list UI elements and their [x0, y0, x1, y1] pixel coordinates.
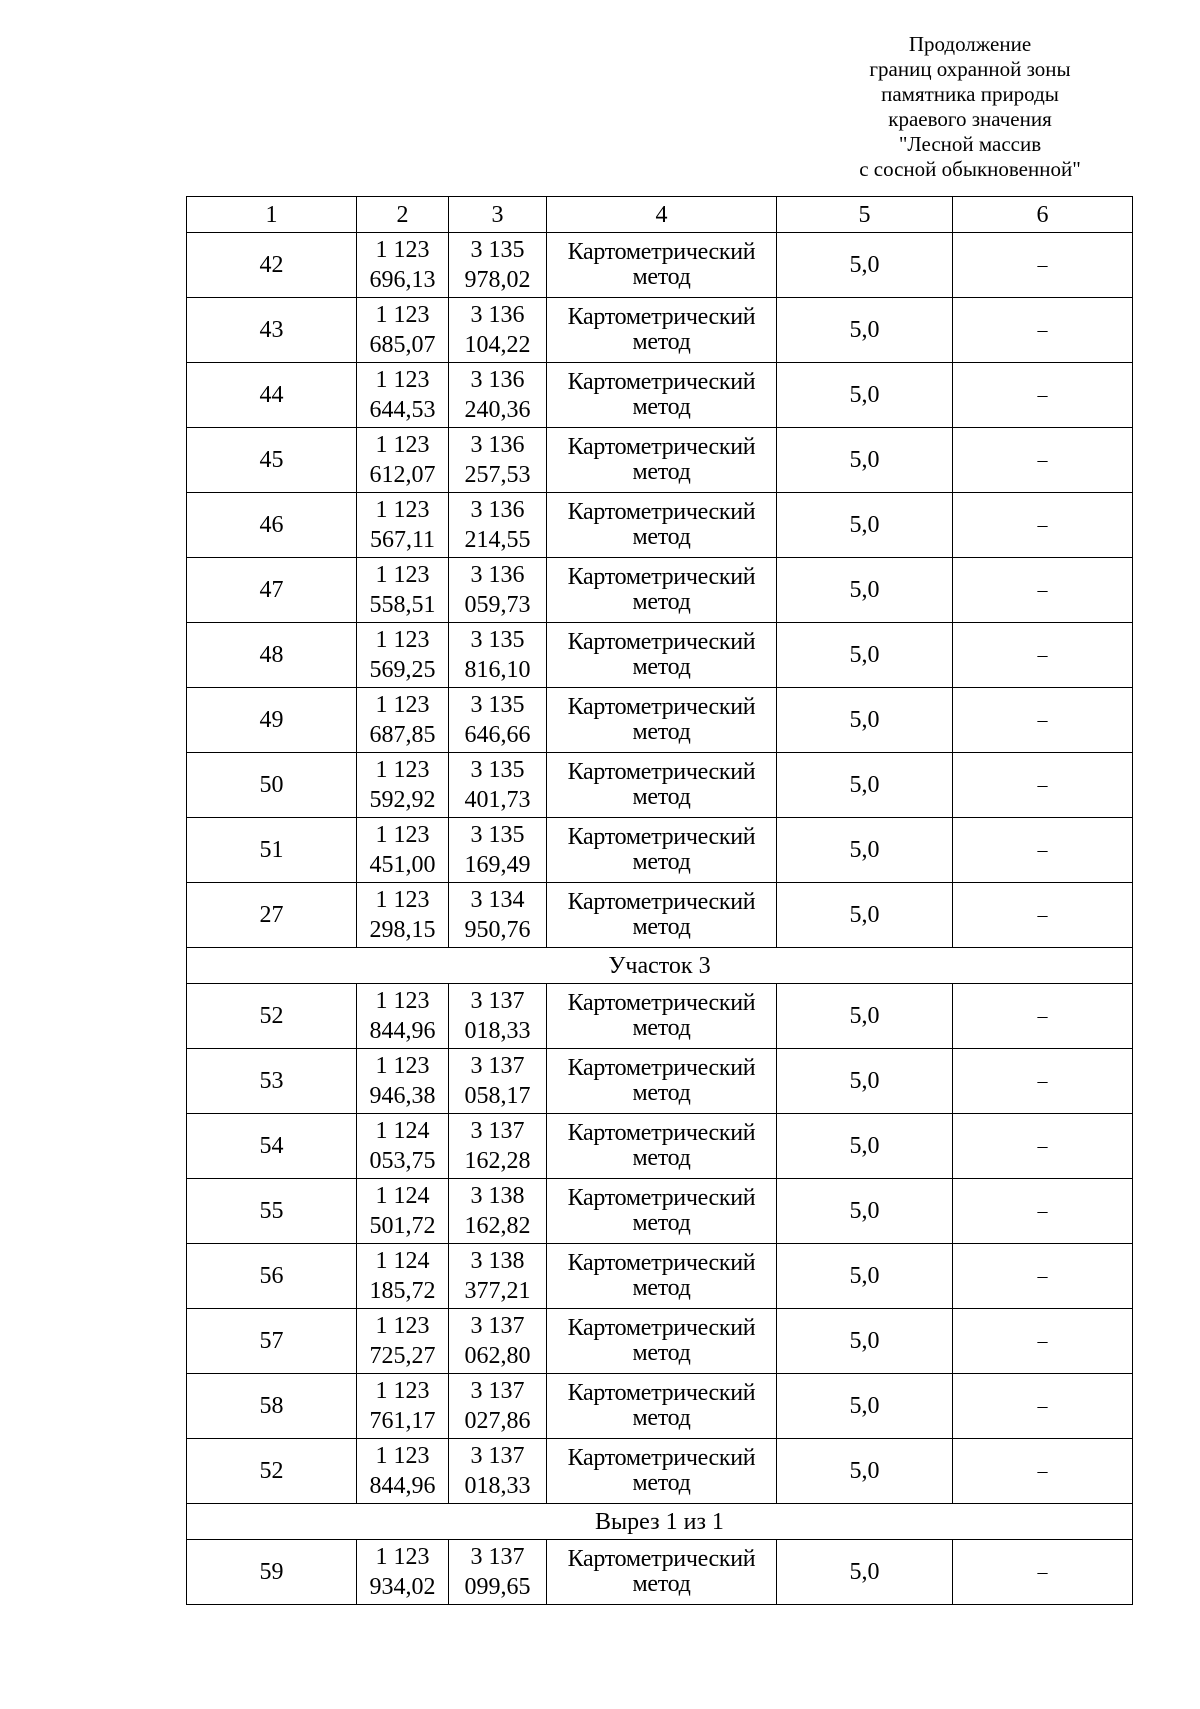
table-row: [187, 1309, 1133, 1374]
method-text: метод: [632, 1340, 691, 1366]
method-cell: [547, 558, 777, 623]
table-row: [187, 493, 1133, 558]
method-cell: [547, 818, 777, 883]
description-cell: –: [953, 1439, 1133, 1504]
method-text: Картометрический: [567, 629, 756, 655]
point-number-cell: 45: [187, 428, 357, 493]
x-coordinate-part: 1 123: [375, 432, 430, 458]
x-coordinate-part: 1 123: [375, 302, 430, 328]
point-number-cell: 55: [187, 1179, 357, 1244]
table-row: [187, 818, 1133, 883]
y-coordinate-part: 3 138: [470, 1183, 525, 1209]
x-coordinate-cell: [357, 883, 449, 948]
table-row: [187, 233, 1133, 298]
heading-line: краевого значения: [888, 107, 1052, 131]
method-text: Картометрический: [567, 694, 756, 720]
heading-line: с сосной обыкновенной": [859, 157, 1081, 181]
method-text: Картометрический: [567, 1185, 756, 1211]
accuracy-cell: 5,0: [777, 1374, 953, 1439]
y-coordinate-part: 169,49: [464, 852, 531, 878]
y-coordinate-cell: [449, 1179, 547, 1244]
x-coordinate-part: 844,96: [369, 1473, 436, 1499]
x-coordinate-part: 1 123: [375, 757, 430, 783]
x-coordinate-part: 451,00: [369, 852, 436, 878]
method-text: Картометрический: [567, 1120, 756, 1146]
table-row: [187, 1049, 1133, 1114]
description-cell: –: [953, 1374, 1133, 1439]
y-coordinate-cell: [449, 1540, 547, 1605]
table-row: [187, 1114, 1133, 1179]
heading-line: "Лесной массив: [898, 132, 1042, 156]
accuracy-cell: 5,0: [777, 883, 953, 948]
x-coordinate-part: 1 123: [375, 692, 430, 718]
header-cell: 5: [777, 197, 953, 233]
section-title: Участок 3: [187, 948, 1133, 984]
y-coordinate-part: 104,22: [464, 332, 531, 358]
y-coordinate-part: 062,80: [464, 1343, 531, 1369]
accuracy-cell: 5,0: [777, 1439, 953, 1504]
method-text: метод: [632, 784, 691, 810]
method-text: Картометрический: [567, 1546, 756, 1572]
point-number-cell: 48: [187, 623, 357, 688]
description-cell: –: [953, 1179, 1133, 1244]
method-text: Картометрический: [567, 1445, 756, 1471]
document-heading: [820, 32, 1120, 182]
y-coordinate-part: 3 136: [470, 367, 525, 393]
accuracy-cell: 5,0: [777, 493, 953, 558]
y-coordinate-part: 059,73: [464, 592, 531, 618]
method-cell: [547, 363, 777, 428]
y-coordinate-part: 3 136: [470, 302, 525, 328]
y-coordinate-part: 162,82: [464, 1213, 531, 1239]
heading-line: памятника природы: [881, 82, 1059, 106]
point-number-cell: 27: [187, 883, 357, 948]
method-cell: [547, 883, 777, 948]
y-coordinate-part: 3 137: [470, 1443, 525, 1469]
method-text: метод: [632, 524, 691, 550]
method-text: Картометрический: [567, 1055, 756, 1081]
x-coordinate-cell: [357, 233, 449, 298]
method-text: метод: [632, 1015, 691, 1041]
x-coordinate-part: 1 123: [375, 1313, 430, 1339]
method-text: Картометрический: [567, 564, 756, 590]
y-coordinate-cell: [449, 984, 547, 1049]
y-coordinate-part: 3 137: [470, 988, 525, 1014]
x-coordinate-part: 185,72: [369, 1278, 436, 1304]
x-coordinate-part: 1 123: [375, 822, 430, 848]
description-cell: –: [953, 623, 1133, 688]
x-coordinate-part: 1 123: [375, 1378, 430, 1404]
description-cell: –: [953, 558, 1133, 623]
accuracy-cell: 5,0: [777, 363, 953, 428]
x-coordinate-part: 567,11: [369, 527, 436, 553]
y-coordinate-part: 3 137: [470, 1118, 525, 1144]
y-coordinate-cell: [449, 1439, 547, 1504]
method-text: Картометрический: [567, 304, 756, 330]
y-coordinate-part: 027,86: [464, 1408, 531, 1434]
y-coordinate-part: 3 135: [470, 692, 525, 718]
y-coordinate-part: 162,28: [464, 1148, 531, 1174]
method-cell: [547, 1179, 777, 1244]
y-coordinate-part: 3 138: [470, 1248, 525, 1274]
y-coordinate-part: 099,65: [464, 1574, 531, 1600]
y-coordinate-part: 646,66: [464, 722, 531, 748]
description-cell: –: [953, 1309, 1133, 1374]
x-coordinate-cell: [357, 558, 449, 623]
x-coordinate-part: 644,53: [369, 397, 436, 423]
method-text: Картометрический: [567, 1380, 756, 1406]
x-coordinate-cell: [357, 1244, 449, 1309]
point-number-cell: 57: [187, 1309, 357, 1374]
method-cell: [547, 1309, 777, 1374]
accuracy-cell: 5,0: [777, 984, 953, 1049]
description-cell: –: [953, 1540, 1133, 1605]
description-cell: –: [953, 753, 1133, 818]
accuracy-cell: 5,0: [777, 1179, 953, 1244]
method-text: метод: [632, 589, 691, 615]
table-row: [187, 363, 1133, 428]
method-text: Картометрический: [567, 434, 756, 460]
section-row: [187, 948, 1133, 984]
method-text: метод: [632, 849, 691, 875]
x-coordinate-part: 844,96: [369, 1018, 436, 1044]
table-row: [187, 1540, 1133, 1605]
y-coordinate-cell: [449, 298, 547, 363]
point-number-cell: 47: [187, 558, 357, 623]
heading-line: границ охранной зоны: [869, 57, 1071, 81]
table-row: [187, 688, 1133, 753]
x-coordinate-part: 558,51: [369, 592, 436, 618]
x-coordinate-cell: [357, 428, 449, 493]
x-coordinate-part: 1 124: [375, 1248, 430, 1274]
description-cell: –: [953, 1049, 1133, 1114]
x-coordinate-part: 592,92: [369, 787, 436, 813]
y-coordinate-part: 3 135: [470, 757, 525, 783]
x-coordinate-cell: [357, 688, 449, 753]
x-coordinate-cell: [357, 298, 449, 363]
y-coordinate-cell: [449, 558, 547, 623]
x-coordinate-part: 1 123: [375, 1544, 430, 1570]
method-cell: [547, 493, 777, 558]
method-cell: [547, 1244, 777, 1309]
method-text: метод: [632, 1470, 691, 1496]
description-cell: –: [953, 984, 1133, 1049]
x-coordinate-cell: [357, 1114, 449, 1179]
y-coordinate-part: 3 137: [470, 1378, 525, 1404]
y-coordinate-part: 3 137: [470, 1313, 525, 1339]
y-coordinate-cell: [449, 753, 547, 818]
method-cell: [547, 1439, 777, 1504]
x-coordinate-part: 1 123: [375, 367, 430, 393]
x-coordinate-cell: [357, 984, 449, 1049]
point-number-cell: 52: [187, 984, 357, 1049]
y-coordinate-part: 3 135: [470, 822, 525, 848]
accuracy-cell: 5,0: [777, 1540, 953, 1605]
x-coordinate-part: 298,15: [369, 917, 436, 943]
header-cell: 4: [547, 197, 777, 233]
method-cell: [547, 1114, 777, 1179]
method-text: Картометрический: [567, 1315, 756, 1341]
x-coordinate-part: 696,13: [369, 267, 436, 293]
table-row: [187, 428, 1133, 493]
method-text: Картометрический: [567, 369, 756, 395]
x-coordinate-part: 1 123: [375, 497, 430, 523]
y-coordinate-part: 3 135: [470, 627, 525, 653]
table-row: [187, 1244, 1133, 1309]
y-coordinate-part: 3 135: [470, 237, 525, 263]
accuracy-cell: 5,0: [777, 298, 953, 363]
accuracy-cell: 5,0: [777, 428, 953, 493]
y-coordinate-cell: [449, 883, 547, 948]
method-text: Картометрический: [567, 759, 756, 785]
y-coordinate-part: 978,02: [464, 267, 531, 293]
x-coordinate-part: 1 123: [375, 1443, 430, 1469]
y-coordinate-cell: [449, 363, 547, 428]
method-cell: [547, 428, 777, 493]
y-coordinate-part: 257,53: [464, 462, 531, 488]
x-coordinate-cell: [357, 1309, 449, 1374]
x-coordinate-part: 1 123: [375, 988, 430, 1014]
table-row: [187, 623, 1133, 688]
point-number-cell: 53: [187, 1049, 357, 1114]
x-coordinate-part: 1 123: [375, 562, 430, 588]
x-coordinate-part: 1 123: [375, 1053, 430, 1079]
method-cell: [547, 233, 777, 298]
x-coordinate-cell: [357, 818, 449, 883]
table-row: [187, 1439, 1133, 1504]
point-number-cell: 58: [187, 1374, 357, 1439]
method-text: метод: [632, 1145, 691, 1171]
method-cell: [547, 688, 777, 753]
y-coordinate-part: 240,36: [464, 397, 531, 423]
accuracy-cell: 5,0: [777, 818, 953, 883]
accuracy-cell: 5,0: [777, 1244, 953, 1309]
description-cell: –: [953, 1244, 1133, 1309]
x-coordinate-part: 725,27: [369, 1343, 436, 1369]
description-cell: –: [953, 1114, 1133, 1179]
method-text: Картометрический: [567, 889, 756, 915]
x-coordinate-cell: [357, 363, 449, 428]
method-text: метод: [632, 329, 691, 355]
method-cell: [547, 1374, 777, 1439]
description-cell: –: [953, 688, 1133, 753]
method-cell: [547, 1049, 777, 1114]
x-coordinate-cell: [357, 1374, 449, 1439]
x-coordinate-part: 053,75: [369, 1148, 436, 1174]
point-number-cell: 56: [187, 1244, 357, 1309]
x-coordinate-cell: [357, 623, 449, 688]
y-coordinate-cell: [449, 1114, 547, 1179]
method-cell: [547, 298, 777, 363]
x-coordinate-cell: [357, 1179, 449, 1244]
y-coordinate-part: 401,73: [464, 787, 531, 813]
y-coordinate-part: 3 134: [470, 887, 525, 913]
x-coordinate-cell: [357, 493, 449, 558]
y-coordinate-cell: [449, 688, 547, 753]
x-coordinate-part: 685,07: [369, 332, 436, 358]
y-coordinate-part: 3 137: [470, 1544, 525, 1570]
y-coordinate-part: 058,17: [464, 1083, 531, 1109]
method-text: метод: [632, 1210, 691, 1236]
header-row: [187, 197, 1133, 233]
y-coordinate-part: 214,55: [464, 527, 531, 553]
point-number-cell: 43: [187, 298, 357, 363]
method-text: метод: [632, 1405, 691, 1431]
x-coordinate-part: 1 124: [375, 1118, 430, 1144]
point-number-cell: 54: [187, 1114, 357, 1179]
point-number-cell: 49: [187, 688, 357, 753]
description-cell: –: [953, 493, 1133, 558]
method-text: Картометрический: [567, 499, 756, 525]
accuracy-cell: 5,0: [777, 233, 953, 298]
x-coordinate-part: 761,17: [369, 1408, 436, 1434]
description-cell: –: [953, 298, 1133, 363]
y-coordinate-cell: [449, 818, 547, 883]
x-coordinate-part: 934,02: [369, 1574, 436, 1600]
heading-line: Продолжение: [908, 32, 1032, 56]
y-coordinate-cell: [449, 493, 547, 558]
table-row: [187, 753, 1133, 818]
description-cell: –: [953, 233, 1133, 298]
x-coordinate-cell: [357, 1049, 449, 1114]
y-coordinate-part: 018,33: [464, 1018, 531, 1044]
description-cell: –: [953, 428, 1133, 493]
header-cell: 6: [953, 197, 1133, 233]
point-number-cell: 59: [187, 1540, 357, 1605]
x-coordinate-part: 1 124: [375, 1183, 430, 1209]
table-row: [187, 883, 1133, 948]
table-row: [187, 298, 1133, 363]
y-coordinate-part: 3 136: [470, 562, 525, 588]
x-coordinate-part: 946,38: [369, 1083, 436, 1109]
accuracy-cell: 5,0: [777, 623, 953, 688]
accuracy-cell: 5,0: [777, 1049, 953, 1114]
point-number-cell: 42: [187, 233, 357, 298]
y-coordinate-part: 018,33: [464, 1473, 531, 1499]
x-coordinate-part: 612,07: [369, 462, 436, 488]
accuracy-cell: 5,0: [777, 558, 953, 623]
x-coordinate-part: 687,85: [369, 722, 436, 748]
method-text: Картометрический: [567, 1250, 756, 1276]
description-cell: –: [953, 818, 1133, 883]
table-row: [187, 558, 1133, 623]
method-text: метод: [632, 914, 691, 940]
header-cell: 1: [187, 197, 357, 233]
y-coordinate-part: 377,21: [464, 1278, 531, 1304]
x-coordinate-part: 501,72: [369, 1213, 436, 1239]
method-text: метод: [632, 1571, 691, 1597]
point-number-cell: 51: [187, 818, 357, 883]
method-text: метод: [632, 264, 691, 290]
y-coordinate-cell: [449, 623, 547, 688]
point-number-cell: 44: [187, 363, 357, 428]
x-coordinate-cell: [357, 1540, 449, 1605]
method-text: Картометрический: [567, 239, 756, 265]
method-text: метод: [632, 394, 691, 420]
y-coordinate-part: 3 136: [470, 432, 525, 458]
accuracy-cell: 5,0: [777, 753, 953, 818]
method-cell: [547, 623, 777, 688]
accuracy-cell: 5,0: [777, 1114, 953, 1179]
section-title: Вырез 1 из 1: [187, 1504, 1133, 1540]
y-coordinate-cell: [449, 1049, 547, 1114]
section-row: [187, 1504, 1133, 1540]
description-cell: –: [953, 883, 1133, 948]
point-number-cell: 52: [187, 1439, 357, 1504]
method-text: метод: [632, 654, 691, 680]
method-cell: [547, 984, 777, 1049]
method-cell: [547, 753, 777, 818]
point-number-cell: 50: [187, 753, 357, 818]
method-text: метод: [632, 459, 691, 485]
table-row: [187, 1179, 1133, 1244]
header-cell: 3: [449, 197, 547, 233]
point-number-cell: 46: [187, 493, 357, 558]
y-coordinate-cell: [449, 428, 547, 493]
accuracy-cell: 5,0: [777, 1309, 953, 1374]
y-coordinate-cell: [449, 1309, 547, 1374]
y-coordinate-cell: [449, 1374, 547, 1439]
table-body: [187, 197, 1133, 1605]
method-text: метод: [632, 1275, 691, 1301]
method-text: метод: [632, 1080, 691, 1106]
x-coordinate-part: 569,25: [369, 657, 436, 683]
x-coordinate-part: 1 123: [375, 237, 430, 263]
x-coordinate-part: 1 123: [375, 627, 430, 653]
y-coordinate-part: 816,10: [464, 657, 531, 683]
method-text: Картометрический: [567, 824, 756, 850]
y-coordinate-cell: [449, 233, 547, 298]
y-coordinate-part: 950,76: [464, 917, 531, 943]
y-coordinate-part: 3 137: [470, 1053, 525, 1079]
y-coordinate-cell: [449, 1244, 547, 1309]
x-coordinate-cell: [357, 753, 449, 818]
x-coordinate-cell: [357, 1439, 449, 1504]
coordinates-table: [186, 196, 1133, 1605]
description-cell: –: [953, 363, 1133, 428]
method-text: Картометрический: [567, 990, 756, 1016]
table-row: [187, 1374, 1133, 1439]
header-cell: 2: [357, 197, 449, 233]
method-cell: [547, 1540, 777, 1605]
method-text: метод: [632, 719, 691, 745]
accuracy-cell: 5,0: [777, 688, 953, 753]
x-coordinate-part: 1 123: [375, 887, 430, 913]
table-row: [187, 984, 1133, 1049]
y-coordinate-part: 3 136: [470, 497, 525, 523]
